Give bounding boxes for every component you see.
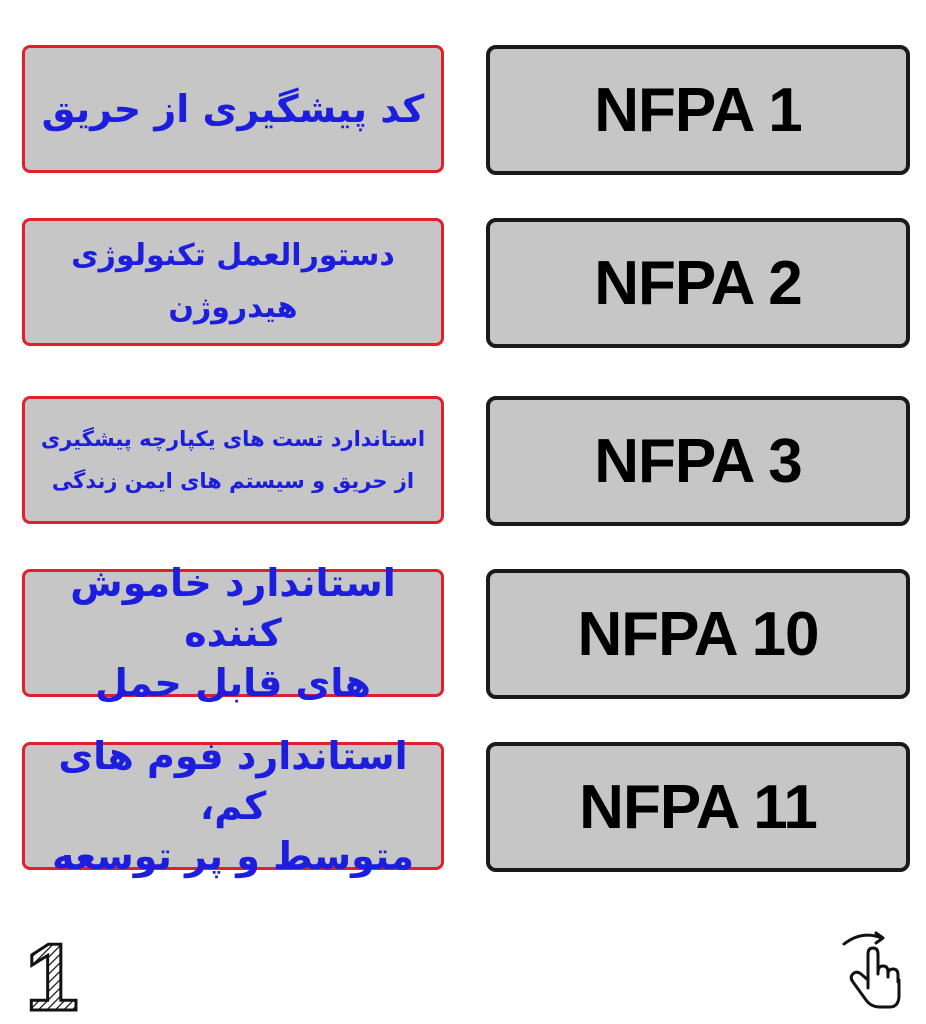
hand-pointer-swipe-icon <box>838 930 908 1010</box>
code-box <box>486 742 910 872</box>
standard-row <box>0 45 926 173</box>
page-number <box>22 932 82 1014</box>
description-box <box>22 561 444 705</box>
description-box <box>22 396 444 524</box>
description-box <box>22 45 444 173</box>
page-number-text: 1 <box>25 932 79 1014</box>
standard-row <box>0 218 926 346</box>
description-text: استاندارد تست های یکپارچه پیشگیری از حریق و سیستم های ایمن زندگی <box>40 427 426 493</box>
description-text: دستورالعمل تکنولوژی هیدروژن <box>71 238 395 325</box>
standard-row <box>0 561 926 705</box>
description-box <box>22 734 444 878</box>
code-label: NFPA 1 <box>594 75 802 145</box>
code-label: NFPA 11 <box>579 772 817 842</box>
code-box <box>486 396 910 526</box>
description-text: استاندارد خاموش کننده های قابل حمل <box>70 561 396 705</box>
code-label: NFPA 2 <box>594 248 802 318</box>
description-text: استاندارد فوم های کم، متوسط و پر توسعه <box>51 734 415 878</box>
standard-row <box>0 734 926 878</box>
standard-row <box>0 396 926 524</box>
code-box <box>486 569 910 699</box>
code-box <box>486 218 910 348</box>
code-box <box>486 45 910 175</box>
code-label: NFPA 3 <box>594 426 802 496</box>
description-text: کد پیشگیری از حریق <box>41 87 425 131</box>
code-label: NFPA 10 <box>577 599 819 669</box>
description-box <box>22 218 444 346</box>
